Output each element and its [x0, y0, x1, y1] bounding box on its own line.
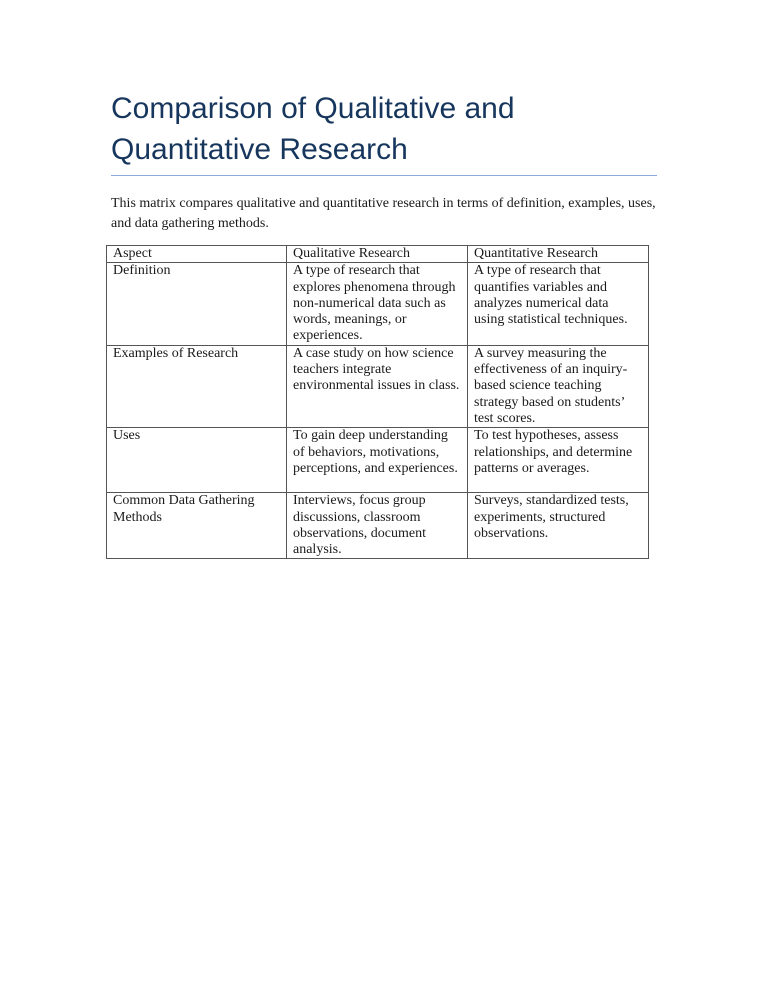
cell-aspect: Definition	[107, 263, 287, 345]
cell-qualitative: A case study on how science teachers integrate environmental issues in class.	[287, 345, 468, 427]
header-qualitative: Qualitative Research	[287, 246, 468, 263]
table-header-row	[107, 246, 649, 263]
comparison-matrix-table	[106, 245, 649, 559]
table-row-methods	[107, 493, 649, 559]
cell-qualitative: Interviews, focus group discussions, classroom observations, document analysis.	[287, 493, 468, 559]
cell-qualitative: A type of research that explores phenomena through non-numerical data such as words, meanings, or experiences.	[287, 263, 468, 345]
table-row-uses	[107, 428, 649, 493]
cell-quantitative: A type of research that quantifies variables and analyzes numerical data using statistical techniques.	[468, 263, 649, 345]
title-divider	[111, 175, 657, 176]
cell-quantitative: To test hypotheses, assess relationships, and determine patterns or averages.	[468, 428, 649, 493]
cell-quantitative: A survey measuring the effectiveness of an inquiry-based science teaching strategy based on students’ test scores.	[468, 345, 649, 427]
cell-qualitative: To gain deep understanding of behaviors, motivations, perceptions, and experiences.	[287, 428, 468, 493]
page-title: Comparison of Qualitative and Quantitative Research	[111, 92, 515, 166]
cell-aspect: Common Data Gathering Methods	[107, 493, 287, 559]
cell-aspect: Uses	[107, 428, 287, 493]
cell-quantitative: Surveys, standardized tests, experiments, structured observations.	[468, 493, 649, 559]
table-row-examples	[107, 345, 649, 427]
table-row-definition	[107, 263, 649, 345]
header-aspect: Aspect	[107, 246, 287, 263]
cell-aspect: Examples of Research	[107, 345, 287, 427]
header-quantitative: Quantitative Research	[468, 246, 649, 263]
intro-paragraph: This matrix compares qualitative and quantitative research in terms of definition, examples, uses, and data gathering methods.	[111, 196, 656, 231]
